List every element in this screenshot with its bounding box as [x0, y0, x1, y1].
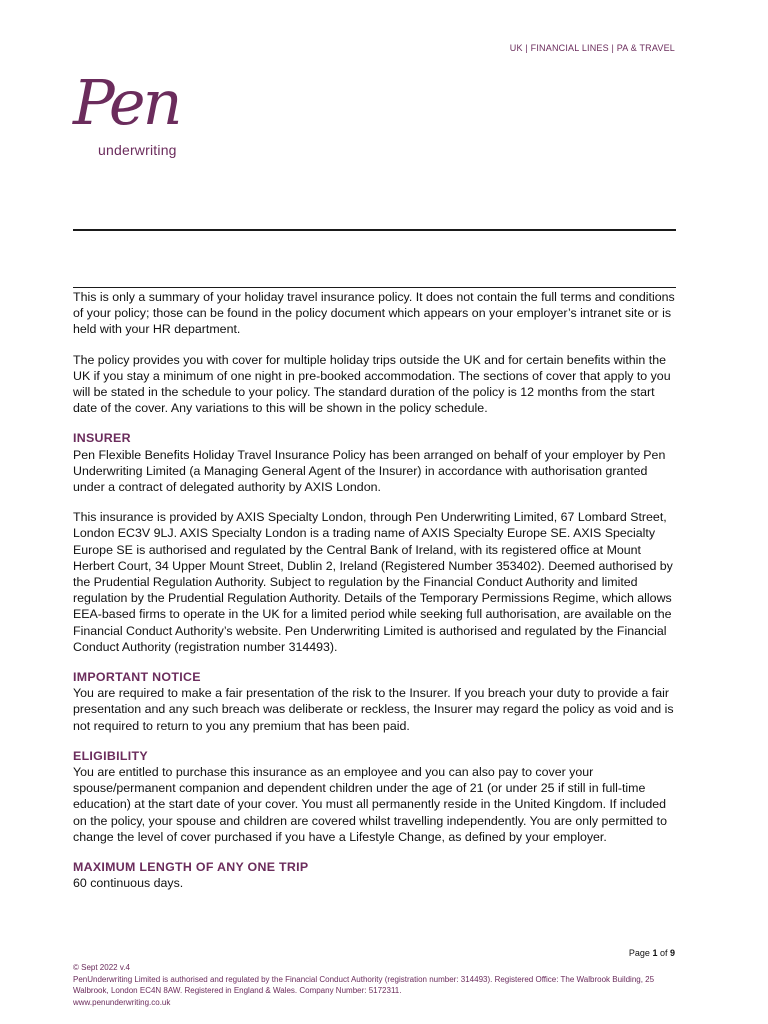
important-notice-heading: IMPORTANT NOTICE: [73, 670, 201, 685]
intro-paragraph-1: This is only a summary of your holiday travel insurance policy. It does not contain the full terms and conditions of your policy; those can be found in the policy document which appears on your employer’s intranet site or is held with your HR department.: [73, 290, 675, 337]
page-total: 9: [669, 948, 675, 958]
logo-subtitle: underwriting: [98, 142, 177, 158]
document-body: [73, 289, 676, 906]
page-current: 1: [652, 948, 658, 958]
eligibility-paragraph: You are entitled to purchase this insurance as an employee and you can also pay to cover your spouse/permanent companion and dependent children under the age of 21 (or under 25 if still in full-time education) at the start date of your cover. You must all permanently reside in the United Kingdom. If included on the policy, your spouse and children are covered whilst travelling independently. You are only permitted to change the level of cover purchased if you have a Lifestyle Change, as defined by your employer.: [73, 765, 667, 844]
footer-legal: PenUnderwriting Limited is authorised and regulated by the Financial Conduct Authority (registration number: 314493). Registered Office: The Walbrook Building, 25 Walbrook, London EC4N 8AW. Registered in England & Wales. Company Number: 5172311.: [73, 974, 655, 995]
title-divider-top: [73, 229, 676, 231]
intro-paragraph-2: The policy provides you with cover for multiple holiday trips outside the UK and for certain benefits within the UK if you stay a minimum of one night in pre-booked accommodation. The sections of cover that apply to you will be stated in the schedule to your policy. The standard duration of the policy is 12 months from the start date of the cover. Any variations to this will be shown in the policy schedule.: [73, 352, 671, 416]
max-trip-length-paragraph: 60 continuous days.: [73, 876, 184, 891]
page-of: of: [657, 948, 670, 958]
max-trip-length-heading: MAXIMUM LENGTH OF ANY ONE TRIP: [73, 860, 309, 875]
footer-version: © Sept 2022 v.4: [73, 963, 130, 972]
title-divider-bottom: [73, 287, 676, 288]
pen-underwriting-logo: [73, 66, 193, 174]
insurer-heading: INSURER: [73, 431, 131, 446]
insurer-paragraph-2: This insurance is provided by AXIS Specialty London, through Pen Underwriting Limited, 67 Lombard Street, London EC3V 9LJ. AXIS Specialty London is a trading name of AXIS Specialty Europe SE. AXIS Specialty Europe SE is authorised and regulated by the Central Bank of Ireland, with its registered office at Mount Herbert Court, 34 Upper Mount Street, Dublin 2, Ireland (Registered Number 353402). Deemed authorised by the Prudential Regulation Authority. Subject to regulation by the Financial Conduct Authority and limited regulation by the Prudential Regulation Authority. Details of the Temporary Permissions Regime, which allows EEA-based firms to operate in the UK for a limited period while seeking full authorisation, are available on the Financial Conduct Authority’s website. Pen Underwriting Limited is authorised and regulated by the Financial Conduct Authority (registration number 314493).: [73, 510, 673, 654]
eligibility-heading: ELIGIBILITY: [73, 748, 148, 763]
footer: [73, 962, 676, 1008]
page-number: [629, 948, 675, 958]
footer-website: www.penunderwriting.co.uk: [73, 997, 171, 1007]
insurer-paragraph-1: Pen Flexible Benefits Holiday Travel Insurance Policy has been arranged on behalf of your employer by Pen Underwriting Limited (a Managing General Agent of the Insurer) in accordance with authorisation granted under a contract of delegated authority by AXIS London.: [73, 447, 666, 495]
logo-wordmark: Pen: [73, 66, 180, 139]
important-notice-paragraph: You are required to make a fair presentation of the risk to the Insurer. If you breach your duty to provide a fair presentation and any such breach was deliberate or reckless, the Insurer may regard the policy as void and is not required to return to you any premium that has been paid.: [73, 686, 674, 733]
header-tagline: UK | FINANCIAL LINES | PA & TRAVEL: [509, 43, 675, 53]
page-label: Page: [628, 948, 653, 958]
